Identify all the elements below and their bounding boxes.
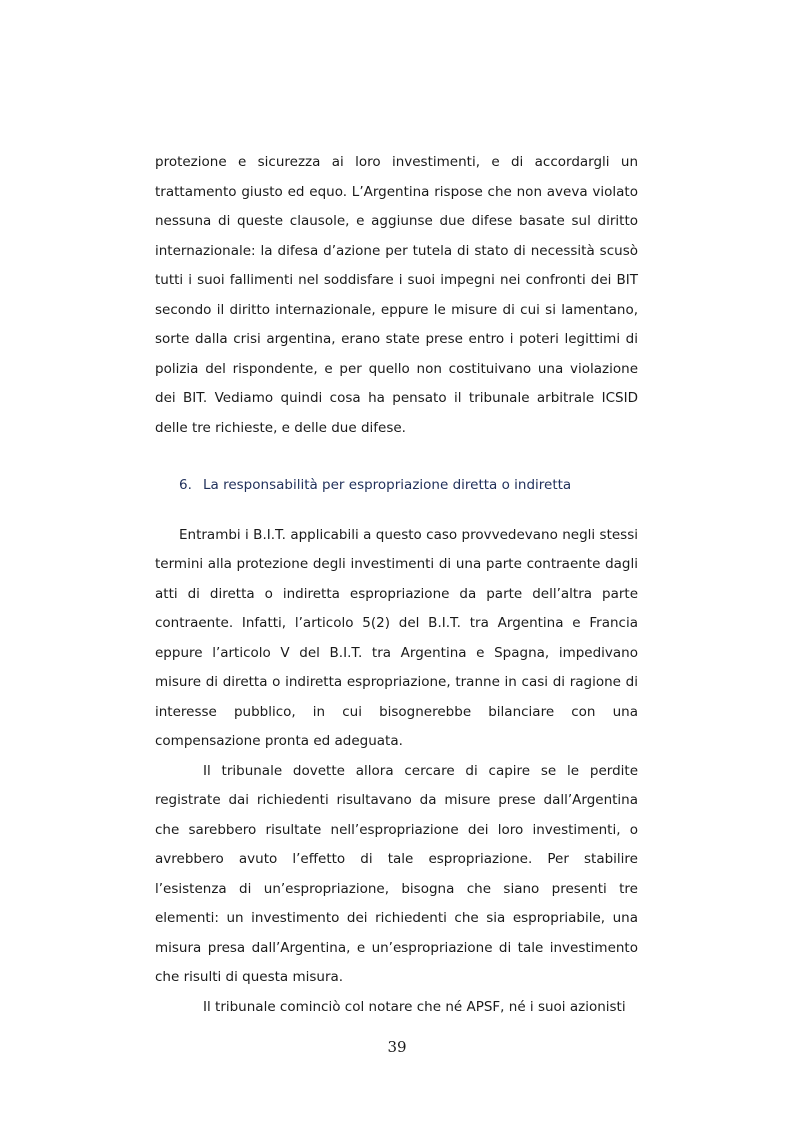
body-paragraph: Il tribunale cominciò col notare che né APSF, né i suoi azionisti bbox=[203, 998, 626, 1015]
section-number: 6. bbox=[179, 477, 192, 493]
spacer bbox=[155, 501, 638, 521]
document-page bbox=[155, 148, 638, 1022]
section-title: La responsabilità per espropriazione diretta o indiretta bbox=[203, 477, 572, 493]
section-heading bbox=[155, 471, 638, 501]
spacer bbox=[155, 443, 638, 471]
page-number: 39 bbox=[387, 1038, 407, 1056]
body-paragraph: Entrambi i B.I.T. applicabili a questo caso provvedevano negli stessi termini alla protezione degli investimenti di una parte contraente dagli atti di diretta o indiretta espropriazione da parte dell’altra parte contraente. Infatti, l’articolo 5(2) del B.I.T. tra Argentina e Francia eppure l’articolo V del B.I.T. tra Argentina e Spagna, impedivano misure di diretta o indiretta espropriazione, tranne in casi di ragione di interesse pubblico, in cui bisognerebbe bilanciare con una compensazione pronta ed adeguata. bbox=[155, 526, 638, 749]
body-paragraph: protezione e sicurezza ai loro investimenti, e di accordargli un trattamento giusto ed equo. L’Argentina rispose che non aveva violato nessuna di queste clausole, e aggiunse due difese basate sul diritto internazionale: la difesa d’azione per tutela di stato di necessità scusò tutti i suoi fallimenti nel soddisfare i suoi impegni nei confronti dei BIT secondo il diritto internazionale, eppure le misure di cui si lamentano, sorte dalla crisi argentina, erano state prese entro i poteri legittimi di polizia del rispondente, e per quello non costituivano una violazione dei BIT. Vediamo quindi cosa ha pensato il tribunale arbitrale ICSID delle tre richieste, e delle due difese. bbox=[155, 154, 638, 436]
body-paragraph: Il tribunale dovette allora cercare di capire se le perdite registrate dai richiedenti risultavano da misure prese dall’Argentina che sarebbero risultate nell’espropriazione dei loro investimenti, o avrebbero avuto l’effetto di tale espropriazione. Per stabilire l’esistenza di un’espropriazione, bisogna che siano presenti tre elementi: un investimento dei richiedenti che sia espropriabile, una misura presa dall’Argentina, e un’espropriazione di tale investimento che risulti di questa misura. bbox=[155, 762, 638, 985]
